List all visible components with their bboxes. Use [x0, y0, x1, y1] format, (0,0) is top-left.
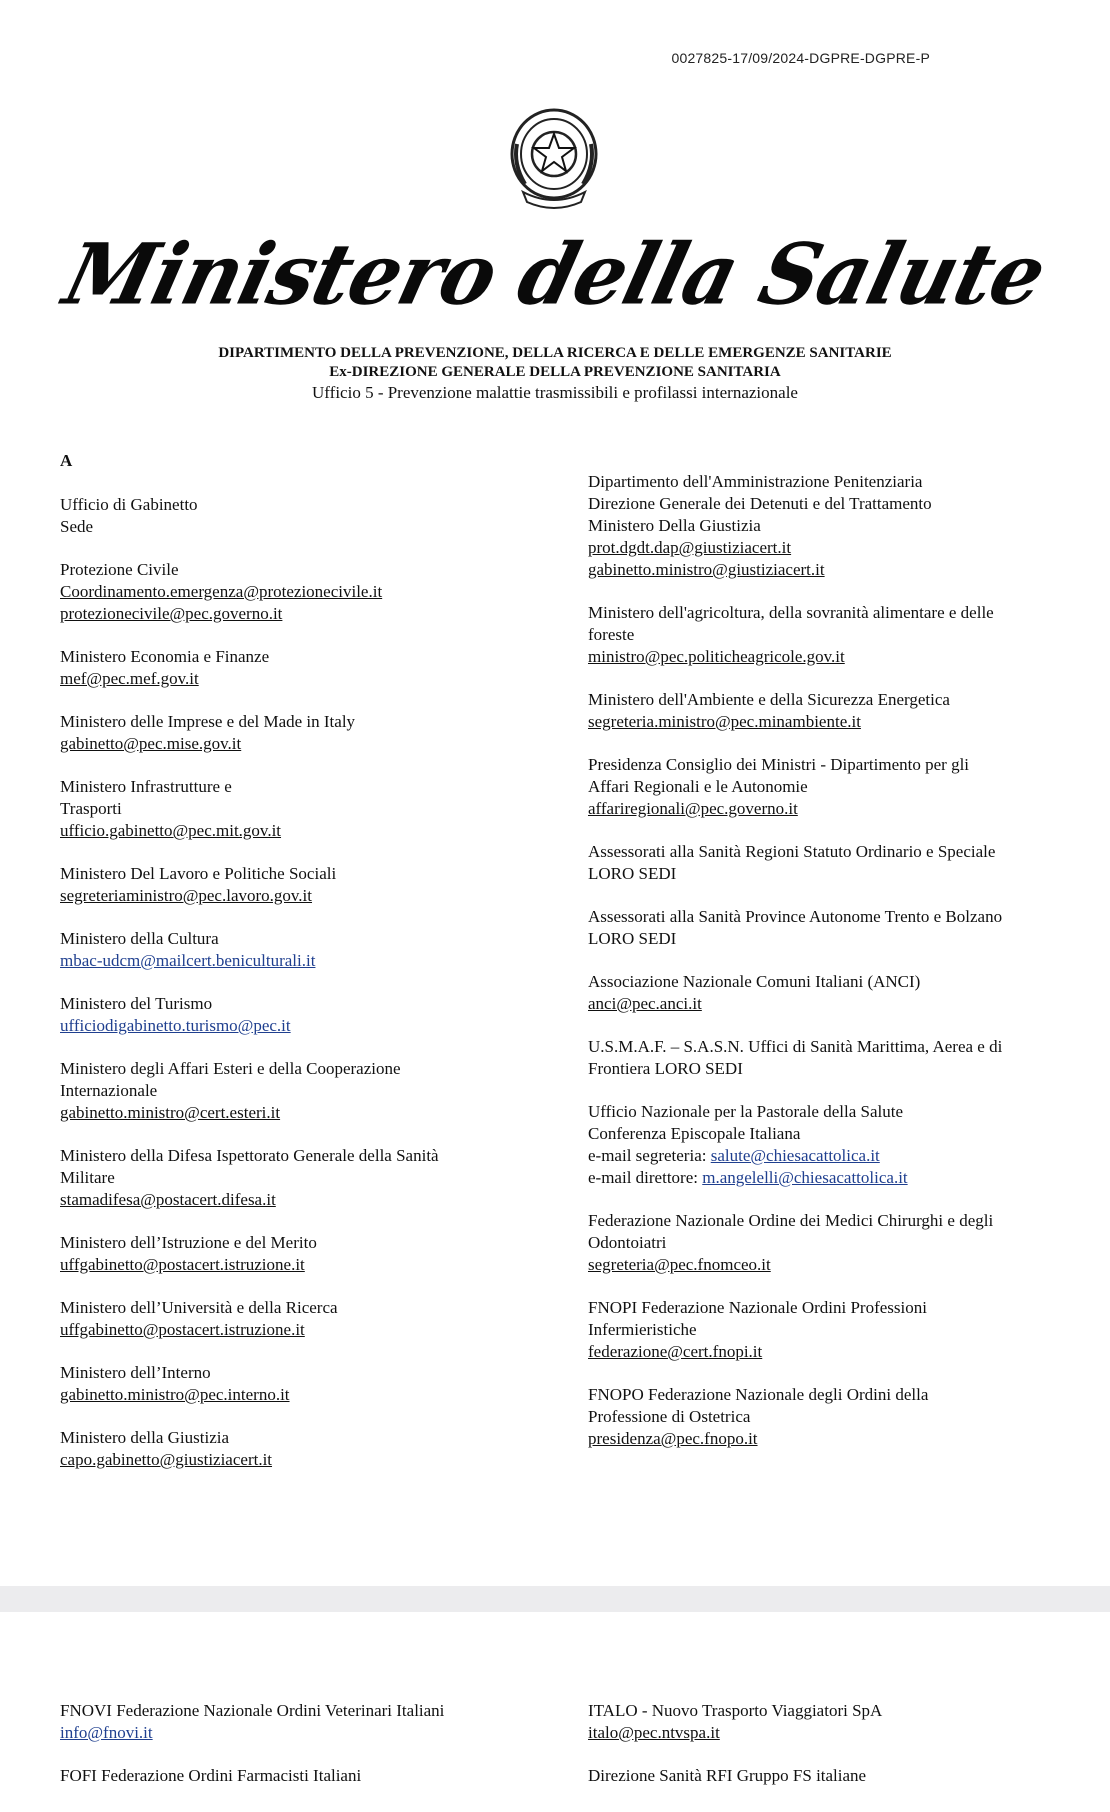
- email-link[interactable]: segreteria.ministro@pec.minambiente.it: [588, 712, 861, 731]
- addressee-block: [60, 646, 521, 690]
- addressee-block: [588, 1036, 1049, 1080]
- addressee-name-line: FNOPO Federazione Nazionale degli Ordini della: [588, 1385, 929, 1404]
- email-link[interactable]: Coordinamento.emergenza@protezionecivile.it: [60, 582, 383, 601]
- email-link[interactable]: uffgabinetto@postacert.istruzione.it: [60, 1320, 305, 1339]
- addressee-block: [588, 1297, 1049, 1363]
- email-link[interactable]: presidenza@pec.fnopo.it: [588, 1429, 758, 1448]
- addressee-name-line: Ministero dell'agricoltura, della sovranità alimentare e delle: [588, 603, 994, 622]
- addressee-block: [588, 1384, 1049, 1450]
- email-link[interactable]: segreteriaministro@pec.lavoro.gov.it: [60, 886, 313, 905]
- addressee-label: A: [60, 451, 73, 470]
- addressee-block: [60, 993, 521, 1037]
- addressee-name-line: Ministero del Turismo: [60, 994, 213, 1013]
- addressee-block: [60, 776, 521, 842]
- addressee-name-line: Professione di Ostetrica: [588, 1407, 751, 1426]
- labeled-email-row: [588, 1167, 1049, 1189]
- department-name: DIPARTIMENTO DELLA PREVENZIONE, DELLA RICERCA E DELLE EMERGENZE SANITARIE: [218, 345, 892, 361]
- email-link[interactable]: ministro@pec.politicheagricole.gov.it: [588, 647, 845, 666]
- addressee-name-line: Ministero dell’Istruzione e del Merito: [60, 1233, 317, 1252]
- email-link[interactable]: ufficiodigabinetto.turismo@pec.it: [60, 1016, 291, 1035]
- addressee-name-line: Frontiera LORO SEDI: [588, 1059, 743, 1078]
- addressees-left-column: [60, 450, 521, 1492]
- addressee-name-line: LORO SEDI: [588, 864, 677, 883]
- addressee-name-line: Ministero della Cultura: [60, 929, 219, 948]
- ministry-logotype: Ministero della Salute: [55, 224, 1055, 324]
- addressee-block: [588, 971, 1049, 1015]
- addressee-name-line: Assessorati alla Sanità Regioni Statuto Ordinario e Speciale: [588, 842, 996, 861]
- addressee-name-line: Ministero Del Lavoro e Politiche Sociali: [60, 864, 337, 883]
- addressee-block: [588, 906, 1049, 950]
- addressee-name-line: Militare: [60, 1168, 115, 1187]
- email-link[interactable]: prot.dgdt.dap@giustiziacert.it: [588, 538, 792, 557]
- office-name: Ufficio 5 - Prevenzione malattie trasmissibili e profilassi internazionale: [312, 383, 798, 402]
- email-link[interactable]: capo.gabinetto@giustiziacert.it: [60, 1450, 273, 1469]
- left-addressee-list: [60, 494, 521, 1471]
- directorate-name: Ex-DIREZIONE GENERALE DELLA PREVENZIONE SANITARIA: [329, 364, 781, 380]
- addressee-block: [60, 1362, 521, 1406]
- page2-right-list: [588, 1700, 1049, 1787]
- department-heading: [0, 344, 1110, 404]
- email-link[interactable]: segreteria@pec.fnomceo.it: [588, 1255, 771, 1274]
- addressee-block: [60, 559, 521, 625]
- email-link[interactable]: salute@chiesacattolica.it: [710, 1146, 880, 1165]
- addressee-block: [60, 1232, 521, 1276]
- addressee-block: [588, 471, 1049, 581]
- email-link[interactable]: stamadifesa@postacert.difesa.it: [60, 1190, 276, 1209]
- page2-left-column: [60, 1700, 521, 1808]
- addressees-right-column: [588, 471, 1049, 1471]
- addressee-name-line: Presidenza Consiglio dei Ministri - Dipartimento per gli: [588, 755, 970, 774]
- email-link[interactable]: mbac-udcm@mailcert.beniculturali.it: [60, 951, 316, 970]
- email-link[interactable]: ufficio.gabinetto@pec.mit.gov.it: [60, 821, 282, 840]
- email-link[interactable]: federazione@cert.fnopi.it: [588, 1342, 763, 1361]
- email-link[interactable]: info@fnovi.it: [60, 1723, 153, 1742]
- email-link[interactable]: gabinetto@pec.mise.gov.it: [60, 734, 242, 753]
- email-link[interactable]: mef@pec.mef.gov.it: [60, 669, 199, 688]
- page2-right-column: [588, 1700, 1049, 1808]
- addressee-name-line: Ministero dell’Interno: [60, 1363, 211, 1382]
- addressee-name-line: Federazione Nazionale Ordine dei Medici Chirurghi e degli: [588, 1211, 994, 1230]
- email-link[interactable]: gabinetto.ministro@cert.esteri.it: [60, 1103, 281, 1122]
- addressee-name-line: Ministero della Giustizia: [60, 1428, 230, 1447]
- addressee-block: [588, 689, 1049, 733]
- addressee-name-line: Odontoiatri: [588, 1233, 667, 1252]
- addressee-name-line: Direzione Sanità RFI Gruppo FS italiane: [588, 1766, 867, 1785]
- addressee-block: [60, 928, 521, 972]
- addressee-block: [60, 1765, 521, 1787]
- addressee-name-line: Ministero della Difesa Ispettorato Generale della Sanità: [60, 1146, 439, 1165]
- addressee-name-line: Ministero Infrastrutture e: [60, 777, 232, 796]
- right-addressee-list: [588, 471, 1049, 1450]
- italian-republic-emblem: [505, 104, 603, 214]
- addressee-block: [60, 1058, 521, 1124]
- addressee-block: [588, 1765, 1049, 1787]
- addressee-block: [60, 1700, 521, 1744]
- addressee-name-line: Ufficio Nazionale per la Pastorale della Salute: [588, 1102, 904, 1121]
- addressee-name-line: Ministero dell'Ambiente e della Sicurezza Energetica: [588, 690, 950, 709]
- email-link[interactable]: m.angelelli@chiesacattolica.it: [702, 1168, 908, 1187]
- addressee-name-line: FNOPI Federazione Nazionale Ordini Professioni: [588, 1298, 927, 1317]
- email-label: e-mail direttore:: [588, 1168, 703, 1187]
- addressee-block: [588, 841, 1049, 885]
- email-label: e-mail segreteria:: [588, 1146, 711, 1165]
- addressee-name-line: U.S.M.A.F. – S.A.S.N. Uffici di Sanità Marittima, Aerea e di: [588, 1037, 1003, 1056]
- addressee-block: [588, 1210, 1049, 1276]
- addressee-name-line: FOFI Federazione Ordini Farmacisti Italiani: [60, 1766, 362, 1785]
- addressee-name-line: Protezione Civile: [60, 560, 179, 579]
- addressee-name-line: Trasporti: [60, 799, 122, 818]
- addressee-name-line: Conferenza Episcopale Italiana: [588, 1124, 801, 1143]
- addressee-block: [588, 602, 1049, 668]
- addressee-name-line: Assessorati alla Sanità Province Autonome Trento e Bolzano: [588, 907, 1003, 926]
- addressee-block: [60, 863, 521, 907]
- addressee-name-line: Ministero degli Affari Esteri e della Cooperazione: [60, 1059, 401, 1078]
- page2-left-list: [60, 1700, 521, 1787]
- addressee-name-line: Ministero dell’Università e della Ricerca: [60, 1298, 338, 1317]
- addressee-name-line: ITALO - Nuovo Trasporto Viaggiatori SpA: [588, 1701, 883, 1720]
- addressee-name-line: Ministero Della Giustizia: [588, 516, 761, 535]
- addressee-name-line: Dipartimento dell'Amministrazione Penitenziaria: [588, 472, 923, 491]
- email-link[interactable]: italo@pec.ntvspa.it: [588, 1723, 720, 1742]
- email-link[interactable]: affariregionali@pec.governo.it: [588, 799, 798, 818]
- email-link[interactable]: protezionecivile@pec.governo.it: [60, 604, 283, 623]
- email-link[interactable]: gabinetto.ministro@giustiziacert.it: [588, 560, 825, 579]
- addressee-block: [588, 1101, 1049, 1189]
- addressee-block: [60, 1427, 521, 1471]
- email-link[interactable]: uffgabinetto@postacert.istruzione.it: [60, 1255, 305, 1274]
- addressee-name-line: foreste: [588, 625, 635, 644]
- addressee-block: [588, 754, 1049, 820]
- addressee-block: [60, 1145, 521, 1211]
- addressee-name-line: LORO SEDI: [588, 929, 677, 948]
- addressee-name-line: Associazione Nazionale Comuni Italiani (ANCI): [588, 972, 921, 991]
- addressee-name-line: Sede: [60, 517, 94, 536]
- email-link[interactable]: gabinetto.ministro@pec.interno.it: [60, 1385, 290, 1404]
- addressee-block: [588, 1700, 1049, 1744]
- addressee-name-line: Affari Regionali e le Autonomie: [588, 777, 808, 796]
- addressee-block: [60, 494, 521, 538]
- addressee-name-line: Internazionale: [60, 1081, 158, 1100]
- addressee-name-line: Ufficio di Gabinetto: [60, 495, 198, 514]
- letter-page-2: [0, 1612, 1110, 1812]
- protocol-number: 0027825-17/09/2024-DGPRE-DGPRE-P: [671, 50, 930, 66]
- addressee-block: [60, 1297, 521, 1341]
- addressee-block: [60, 711, 521, 755]
- addressee-name-line: Ministero Economia e Finanze: [60, 647, 270, 666]
- addressee-name-line: Infermieristiche: [588, 1320, 697, 1339]
- addressee-name-line: Direzione Generale dei Detenuti e del Trattamento: [588, 494, 932, 513]
- addressee-name-line: FNOVI Federazione Nazionale Ordini Veterinari Italiani: [60, 1701, 445, 1720]
- addressee-name-line: Ministero delle Imprese e del Made in Italy: [60, 712, 356, 731]
- labeled-email-row: [588, 1145, 1049, 1167]
- email-link[interactable]: anci@pec.anci.it: [588, 994, 702, 1013]
